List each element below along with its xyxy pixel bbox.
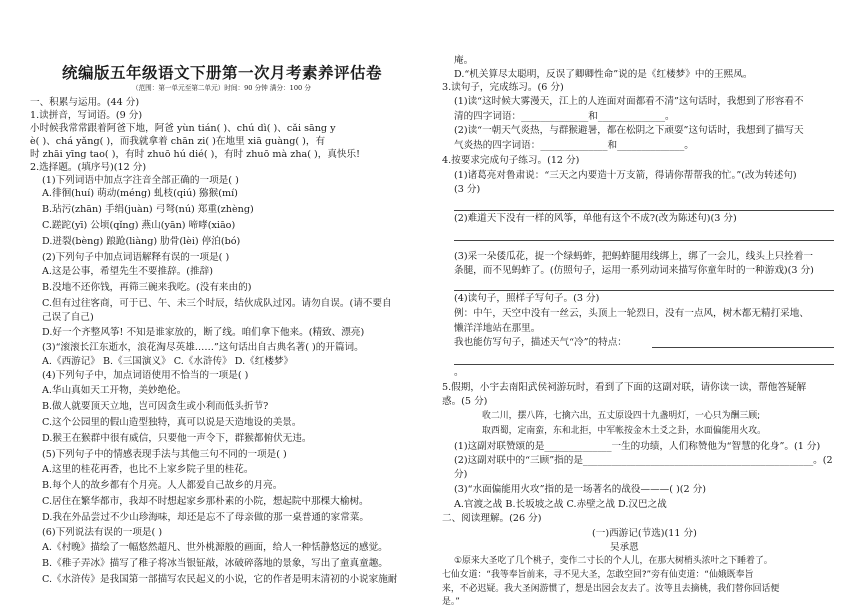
option-line: C.这个公园里的假山造型独特，真可以说是天造地设的美景。 (42, 417, 302, 428)
passage-line: 七仙女道：“我等奉旨前来，寻不见大圣，怎敢空回?”旁有仙吏道：“仙娥既奉旨 (442, 570, 754, 580)
option-line: D.猴王在猴群中很有威信，只要他一声令下，群猴都俯伏无违。 (42, 433, 312, 444)
question-heading: 2.选择题。(填序号)(12 分) (30, 162, 147, 173)
text-line: (1)诸葛亮对鲁肃说：“三天之内要造十万支箭，得请你帮帮我的忙。”(改为转述句) (454, 170, 797, 181)
option-line: A.官渡之战 B.长坂坡之战 C.赤壁之战 D.汉巴之战 (454, 499, 667, 510)
text-line: (2)这副对联中的“三顾”指的是________________________________________________。(2 (454, 455, 833, 466)
option-line: B.《稚子弄冰》描写了稚子将冰当银钲敲，冰破碎落地的景象，写出了童真童趣。 (42, 558, 388, 569)
couplet-line: 收二川，摆八阵，七擒六出，五丈原设四十九盏明灯，一心只为酬三顾; (482, 411, 761, 421)
text-line: è( )、chá yǎng( )，而我就拿着 chān zi( )在地里 xiā guàng( )，有 (30, 136, 326, 147)
option-line: A.徘徊(huí) 萌动(méng) 虬枝(qiú) 猕猴(mí) (42, 188, 238, 199)
text-line: (4)下列句子中，加点词语使用不恰当的一项是( ) (42, 370, 249, 381)
passage-title: (一)西游记(节选)(11 分) (592, 528, 697, 539)
text-line: 分) (454, 469, 468, 480)
question-heading: 5.假期，小宇去南阳武侯祠游玩时，看到了下面的这副对联，请你读一读，帮他答疑解 (442, 382, 807, 393)
text-line: 例：中午，天空中没有一丝云，头顶上一轮烈日，没有一点风，树木都无精打采地、 (454, 308, 809, 319)
answer-line[interactable] (454, 240, 834, 241)
question-heading: 1.读拼音，写词语。(9 分) (30, 110, 143, 121)
option-line: D.“机关算尽太聪明，反误了卿卿性命”说的是《红楼梦》中的王熙凤。 (454, 69, 753, 80)
option-line: C.《水浒传》是我国第一部描写农民起义的小说，它的作者是明末清初的小说家施耐 (42, 574, 398, 585)
text-line: (2)读“一朝天气炎热，与群猴避暑，都在松阴之下顽耍”这句话时，我想到了描写天 (454, 125, 804, 136)
answer-line[interactable] (454, 364, 834, 365)
passage-line: ①原来大圣吃了几个桃子，变作二寸长的个人儿，在那大树梢头浓叶之下睡着了。 (454, 556, 773, 566)
text-line: (2)下列句子中加点词语解释有误的一项是( ) (42, 252, 230, 263)
option-line: B.每个人的故乡都有个月亮。人人都爱自己故乡的月亮。 (42, 480, 283, 491)
option-line: D.我在外品尝过不少山珍海味，却还是忘不了母亲做的那一桌普通的家常菜。 (42, 512, 369, 523)
option-line: C.居住在繁华都市，我却不时想起家乡那朴素的小院，想起院中那棵大榆树。 (42, 496, 369, 507)
text-line: 时 zhāi yīng tao( )，有时 zhuō hú dié( )，有时 zhuō mà zha( )，真快乐! (30, 149, 361, 160)
option-line: A.《村晚》描绘了一幅悠然超凡、世外桃源般的画面，给人一种恬静悠远的感觉。 (42, 542, 388, 553)
option-line: A.这里的桂花再香，也比不上家乡院子里的桂花。 (42, 464, 254, 475)
page-subtitle: （范围：第一单元至第二单元）时间：90 分钟 满分：100 分 (132, 84, 311, 92)
text-line: 。 (454, 367, 464, 378)
text-line: (1)读“这时候大雾漫天，江上的人连面对面都看不清”这句话时，我想到了形容看不 (454, 96, 804, 107)
text-line: (4)读句子，照样子写句子。(3 分) (454, 293, 600, 304)
passage-line: 来，不必迟疑。我大圣闲游惯了，想是出园会友去了。汝等且去摘桃，我们替你回话便 (442, 584, 780, 594)
option-line: D.好一个齐整风筝! 不知是谁家放的，断了线。咱们拿下他来。(精致、漂亮) (42, 327, 365, 338)
option-line: 己误了自己) (42, 312, 94, 323)
text-line: 条腿，而不见蚂蚱了。(仿照句子，运用一系列动词来描写你童年时的一种游戏)(3 分) (454, 265, 814, 276)
question-heading: 4.按要求完成句子练习。(12 分) (442, 155, 580, 166)
text-line: (5)下列句子中的情感表现手法与其他三句不同的一项是( ) (42, 449, 287, 460)
text-line: (3)“滚滚长江东逝水，浪花淘尽英雄……”这句话出自古典名著( )的开篇词。 (42, 342, 364, 353)
couplet-line: 取西蜀，定南蛮，东和北拒，中军帐按金木土爻之卦，水面偏能用火攻。 (482, 426, 766, 436)
answer-line[interactable] (652, 347, 834, 348)
text-line: 气炎热的四字词语：______________和______________。 (454, 140, 694, 151)
passage-line: 是。” (442, 597, 460, 607)
text-line: 惑。(5 分) (442, 396, 488, 407)
text-line: 小时候我常常跟着阿爸下地，阿爸 yùn tián( )、chú dì( )、cǎi sāng y (30, 123, 336, 134)
option-line: B.没地不还你钱，再筛三碗来我吃。(没有来由的) (42, 282, 252, 293)
text-line: (1)这副对联赞颂的是______________一生的功绩，人们称赞他为“智慧的化身”。(1 分) (454, 441, 821, 452)
text-line: 我也能仿写句子，描述天气“冷”的特点： (454, 337, 627, 348)
text-line: 庵。 (454, 55, 474, 66)
answer-line[interactable] (454, 290, 834, 291)
option-line: A.华山真如天工开物，美妙绝伦。 (42, 385, 187, 396)
passage-author: 吴承恩 (610, 542, 639, 553)
option-line: B.做人就要顶天立地，岂可因贪生或小利而低头折节? (42, 401, 269, 412)
option-line: D.迸裂(bèng) 踉跄(liàng) 肋骨(lèi) 停泊(bó) (42, 236, 241, 247)
text-line: (3)“水面偏能用火攻”指的是一场著名的战役———( )(2 分) (454, 484, 707, 495)
text-line: (1)下列词语中加点字注音全部正确的一项是( ) (42, 175, 239, 186)
option-line: C.蹉跎(yī) 公顷(qǐng) 燕山(yān) 啼哮(xiāo) (42, 220, 236, 231)
text-line: (3)采一朵倭瓜花，捉一个绿蚂蚱，把蚂蚱腿用线绑上，绑了一会儿，线头上只拴着一 (454, 251, 813, 262)
text-line: (6)下列说法有误的一项是( ) (42, 527, 163, 538)
option-line: C.但有过往客商，可于已、午、未三个时辰，结伙成队过冈。请勿自误。(请不要自 (42, 298, 392, 309)
section-heading: 二、阅读理解。(26 分) (442, 513, 542, 524)
text-line: (2)难道天下没有一样的风筝，单他有这个不成?(改为陈述句)(3 分) (454, 213, 737, 224)
option-line: A.这是公事，希望先生不要推辞。(推辞) (42, 266, 213, 277)
section-heading: 一、积累与运用。(44 分) (30, 97, 140, 108)
option-line: A.《西游记》 B.《三国演义》 C.《水浒传》 D.《红楼梦》 (42, 356, 294, 367)
answer-line[interactable] (454, 210, 834, 211)
text-line: 清的四字词语：______________和______________。 (454, 111, 675, 122)
text-line: 懒洋洋地站在那里。 (454, 323, 541, 334)
text-line: (3 分) (454, 184, 481, 195)
question-heading: 3.读句子，完成练习。(6 分) (442, 82, 564, 93)
page-title: 统编版五年级语文下册第一次月考素养评估卷 (62, 63, 383, 82)
option-line: B.玷污(zhān) 手绢(juàn) 弓弩(nú) 郑重(zhèng) (42, 204, 254, 215)
